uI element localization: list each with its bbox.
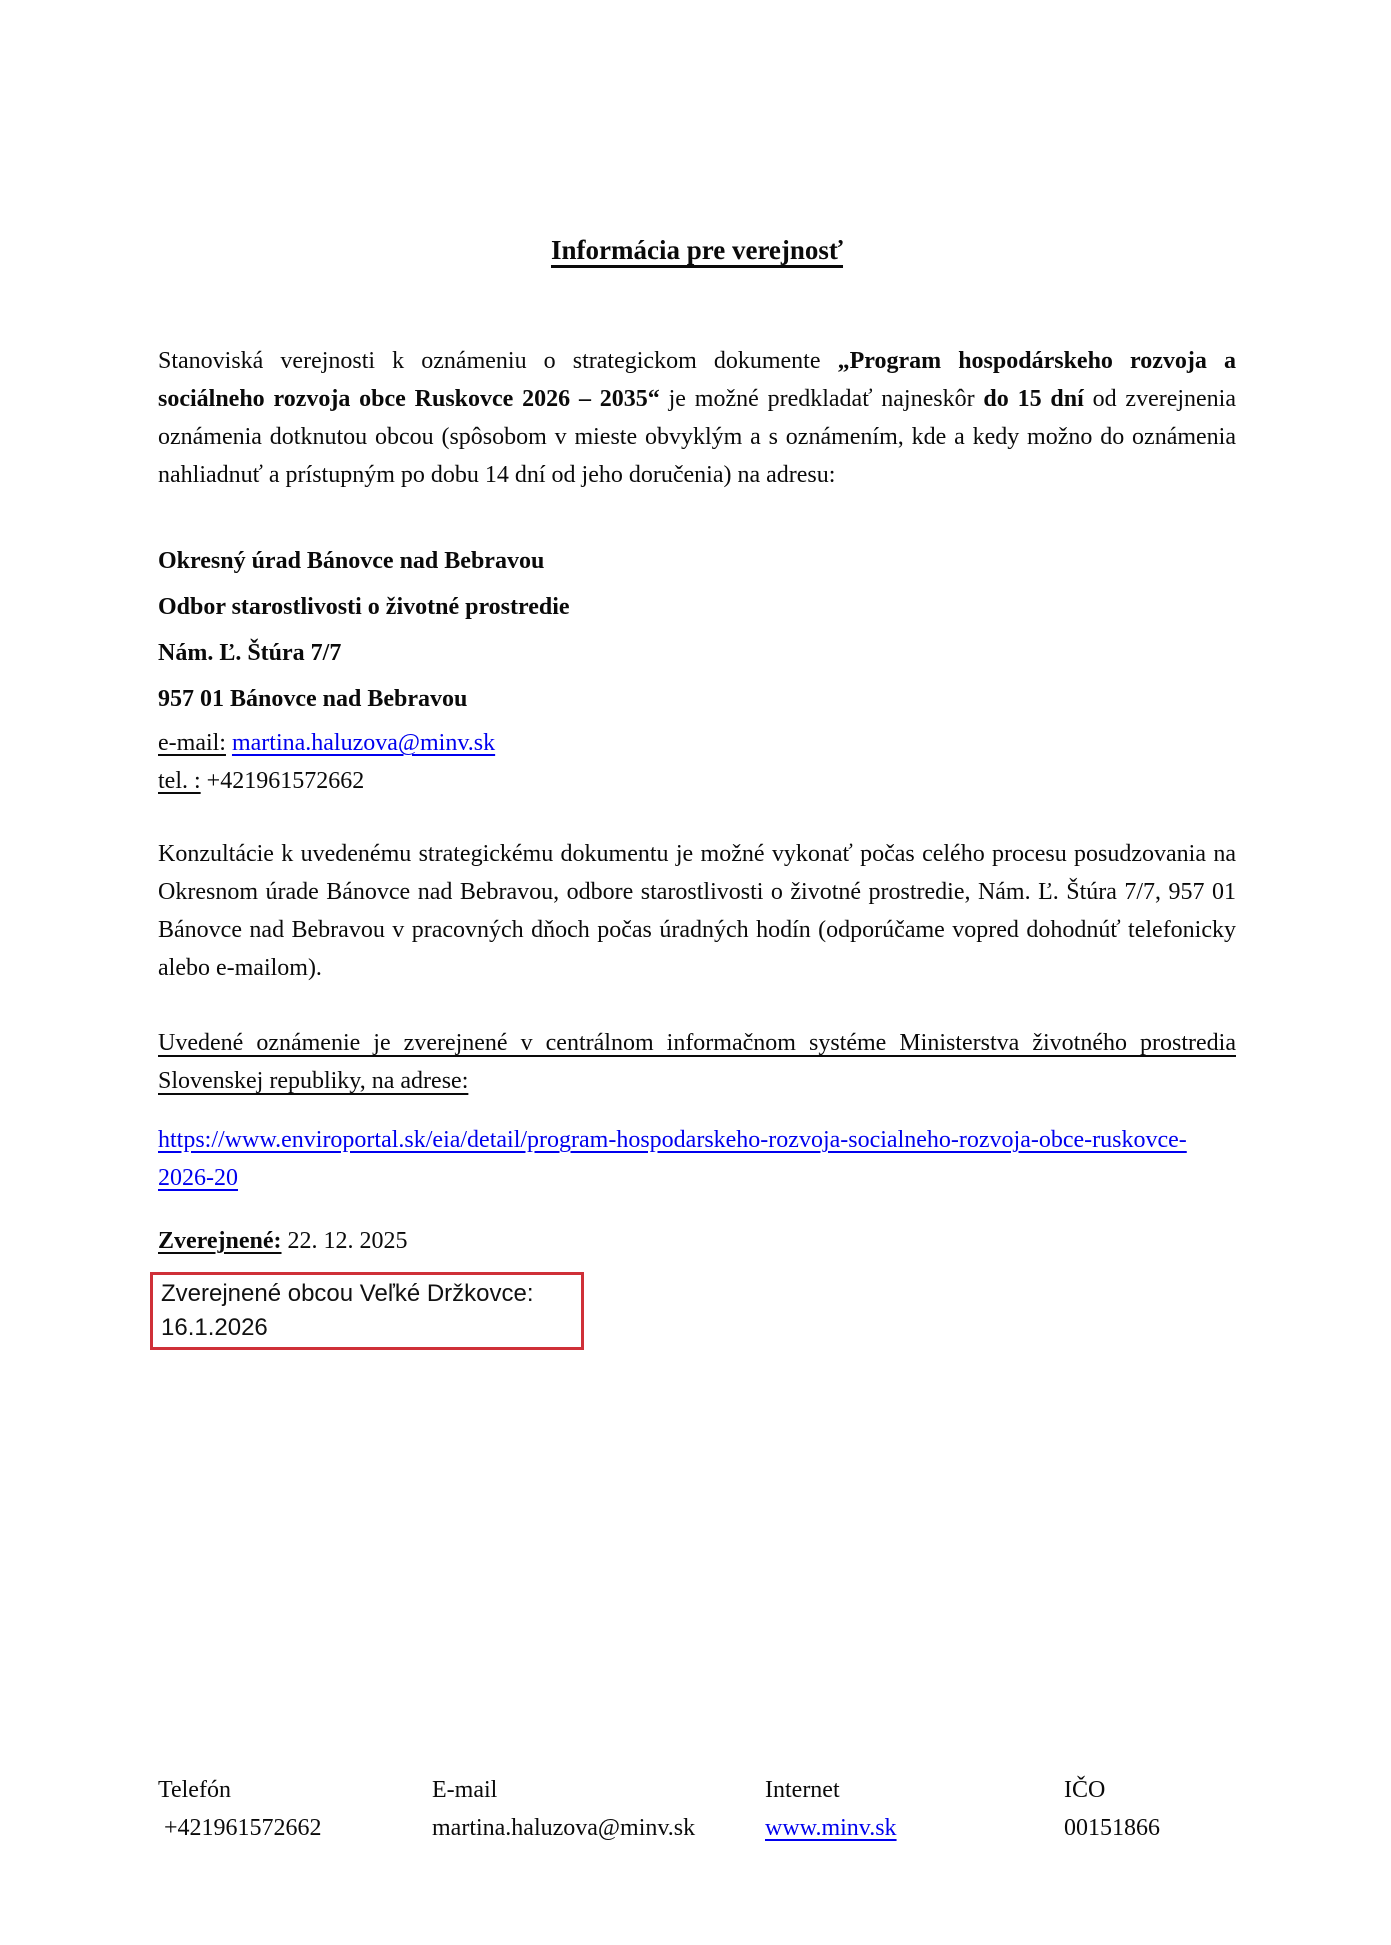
- published-date: 22. 12. 2025: [287, 1228, 408, 1254]
- footer-telephone-label: Telefón: [158, 1777, 231, 1803]
- enviroportal-link[interactable]: https://www.enviroportal.sk/eia/detail/program-hospodarskeho-rozvoja-socialneho-rozvoja-obce-ruskovce-2026-20: [158, 1127, 1187, 1191]
- footer-internet-value: [765, 1809, 1064, 1847]
- footer: [158, 1771, 1391, 1847]
- intro-run-5: od zverejnenia oznámenia dotknutou obcou (spôsobom v mieste obvyklým a s oznámením, kde a kedy možno do oznámenia nahliadnuť a prístupným po dobu 14 dní od jeho doručenia) na adresu:: [158, 386, 1237, 488]
- consultation-paragraph: Konzultácie k uvedenému strategickému dokumentu je možné vykonať počas celého procesu posudzovania na Okresnom úrade Bánovce nad Bebravou, odbore starostlivosti o životné prostredie, Nám. Ľ. Štúra 7/7, 957 01 Bánovce nad Bebravou v pracovných dňoch počas úradných hodín (odporúčame vopred dohodnúť telefonicky alebo e-mailom).: [158, 841, 1236, 981]
- address-line-street: Nám. Ľ. Štúra 7/7: [158, 640, 342, 666]
- footer-internet-label: Internet: [765, 1777, 840, 1803]
- intro-run-4-bold: do 15 dní: [983, 386, 1084, 412]
- footer-email-value: martina.haluzova@minv.sk: [432, 1815, 696, 1841]
- footer-email-label: E-mail: [432, 1777, 498, 1803]
- stamp-box: [150, 1272, 584, 1350]
- intro-paragraph: [158, 342, 1236, 494]
- intro-run-3: je možné predkladať najneskôr: [659, 386, 984, 412]
- stamp-box-line2: 16.1.2026: [161, 1314, 268, 1341]
- intro-run-2-bold: „Program hospodárskeho rozvoja a sociálneho rozvoja obce Ruskovce 2026 – 2035“: [158, 348, 1236, 412]
- footer-telephone-value: +421961572662: [164, 1815, 322, 1841]
- phone-label: tel. :: [158, 768, 201, 794]
- intro-run-1: Stanoviská verejnosti k oznámeniu o strategickom dokumente: [158, 348, 838, 374]
- address-line-office: Okresný úrad Bánovce nad Bebravou: [158, 548, 545, 574]
- address-block: [158, 538, 1236, 722]
- phone-number: +421961572662: [206, 768, 365, 794]
- email-label: e-mail:: [158, 730, 226, 756]
- stamp-box-line1: Zverejnené obcou Veľké Držkovce:: [161, 1280, 534, 1307]
- phone-line: [158, 762, 1236, 800]
- contact-block: [158, 724, 1236, 800]
- document-title: Informácia pre verejnosť: [550, 235, 844, 265]
- footer-col-ico: [1064, 1771, 1391, 1847]
- email-link[interactable]: martina.haluzova@minv.sk: [231, 730, 496, 756]
- footer-ico-label: IČO: [1064, 1777, 1106, 1803]
- published-label: Zverejnené:: [158, 1228, 282, 1254]
- publication-notice: Uvedené oznámenie je zverejnené v centrálnom informačnom systéme Ministerstva životného prostredia Slovenskej republiky, na adrese:: [158, 1030, 1236, 1094]
- address-line-department: Odbor starostlivosti o životné prostredie: [158, 594, 570, 620]
- published-line: [158, 1222, 1236, 1260]
- footer-col-internet: [765, 1771, 1064, 1847]
- email-line: [158, 724, 1236, 762]
- footer-col-email: [432, 1771, 765, 1847]
- address-line-city: 957 01 Bánovce nad Bebravou: [158, 686, 468, 712]
- footer-col-telephone: [158, 1771, 432, 1847]
- footer-ico-value: 00151866: [1064, 1815, 1160, 1841]
- minv-link[interactable]: www.minv.sk: [765, 1815, 897, 1841]
- enviroportal-link-paragraph: [158, 1121, 1236, 1197]
